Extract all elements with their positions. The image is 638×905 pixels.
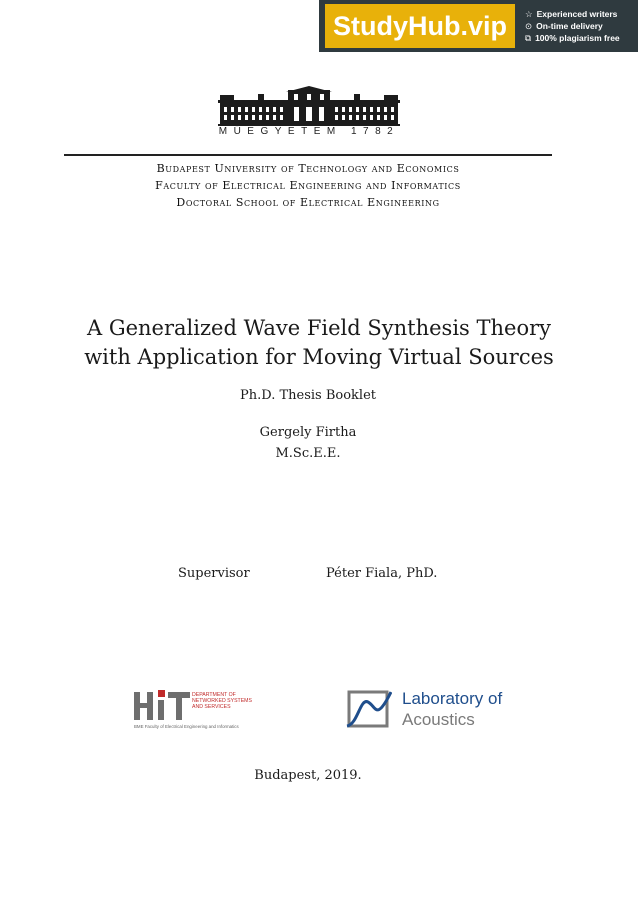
hit-department-logo xyxy=(134,686,258,732)
hit-faculty-caption: BME Faculty of Electrical Engineering and Informatics xyxy=(134,724,239,729)
feature-item xyxy=(525,20,620,32)
acoustics-logo-icon xyxy=(346,688,392,730)
thesis-title-line-2: with Application for Moving Virtual Sources xyxy=(84,345,554,369)
place-and-date: Budapest, 2019. xyxy=(254,768,362,783)
document-type: Ph.D. Thesis Booklet xyxy=(239,388,376,403)
thesis-title-line-1: A Generalized Wave Field Synthesis Theory xyxy=(86,316,551,340)
feature-list xyxy=(525,8,620,44)
clock-icon: ⊙ xyxy=(525,21,533,31)
ad-banner[interactable] xyxy=(319,0,638,52)
hit-dept-line: NETWORKED SYSTEMS xyxy=(192,698,252,704)
university-motto: MŰEGYETEM 1782 xyxy=(218,126,400,137)
feature-label: 100% plagiarism free xyxy=(535,33,620,43)
supervisor-label: Supervisor xyxy=(178,566,250,581)
faculty-name: Faculty of Electrical Engineering and Informatics xyxy=(155,179,461,192)
hit-dept-line: DEPARTMENT OF xyxy=(192,692,236,698)
feature-label: On-time delivery xyxy=(536,21,603,31)
feature-item xyxy=(525,8,620,20)
author-name: Gergely Firtha xyxy=(259,425,357,440)
hit-department-text xyxy=(192,692,252,710)
university-building-icon xyxy=(218,86,400,126)
feature-item xyxy=(525,32,620,44)
feature-label: Experienced writers xyxy=(536,9,618,19)
doctoral-school-name: Doctoral School of Electrical Engineering xyxy=(176,196,440,209)
hit-dept-line: AND SERVICES xyxy=(192,704,231,710)
author-degree: M.Sc.E.E. xyxy=(275,446,341,461)
copy-icon: ⧉ xyxy=(525,33,532,43)
supervisor-name: Péter Fiala, PhD. xyxy=(326,566,438,581)
laboratory-of-acoustics-logo xyxy=(346,688,526,732)
lab-name-line-2: Acoustics xyxy=(402,710,475,729)
university-name: Budapest University of Technology and Economics xyxy=(156,162,460,175)
laboratory-name xyxy=(402,688,502,730)
lab-name-line-1: Laboratory of xyxy=(402,689,503,708)
studyhub-logo[interactable]: StudyHub.vip xyxy=(325,4,515,48)
hit-logo-icon xyxy=(134,686,192,722)
header-divider xyxy=(64,154,552,156)
star-icon: ☆ xyxy=(525,9,533,19)
